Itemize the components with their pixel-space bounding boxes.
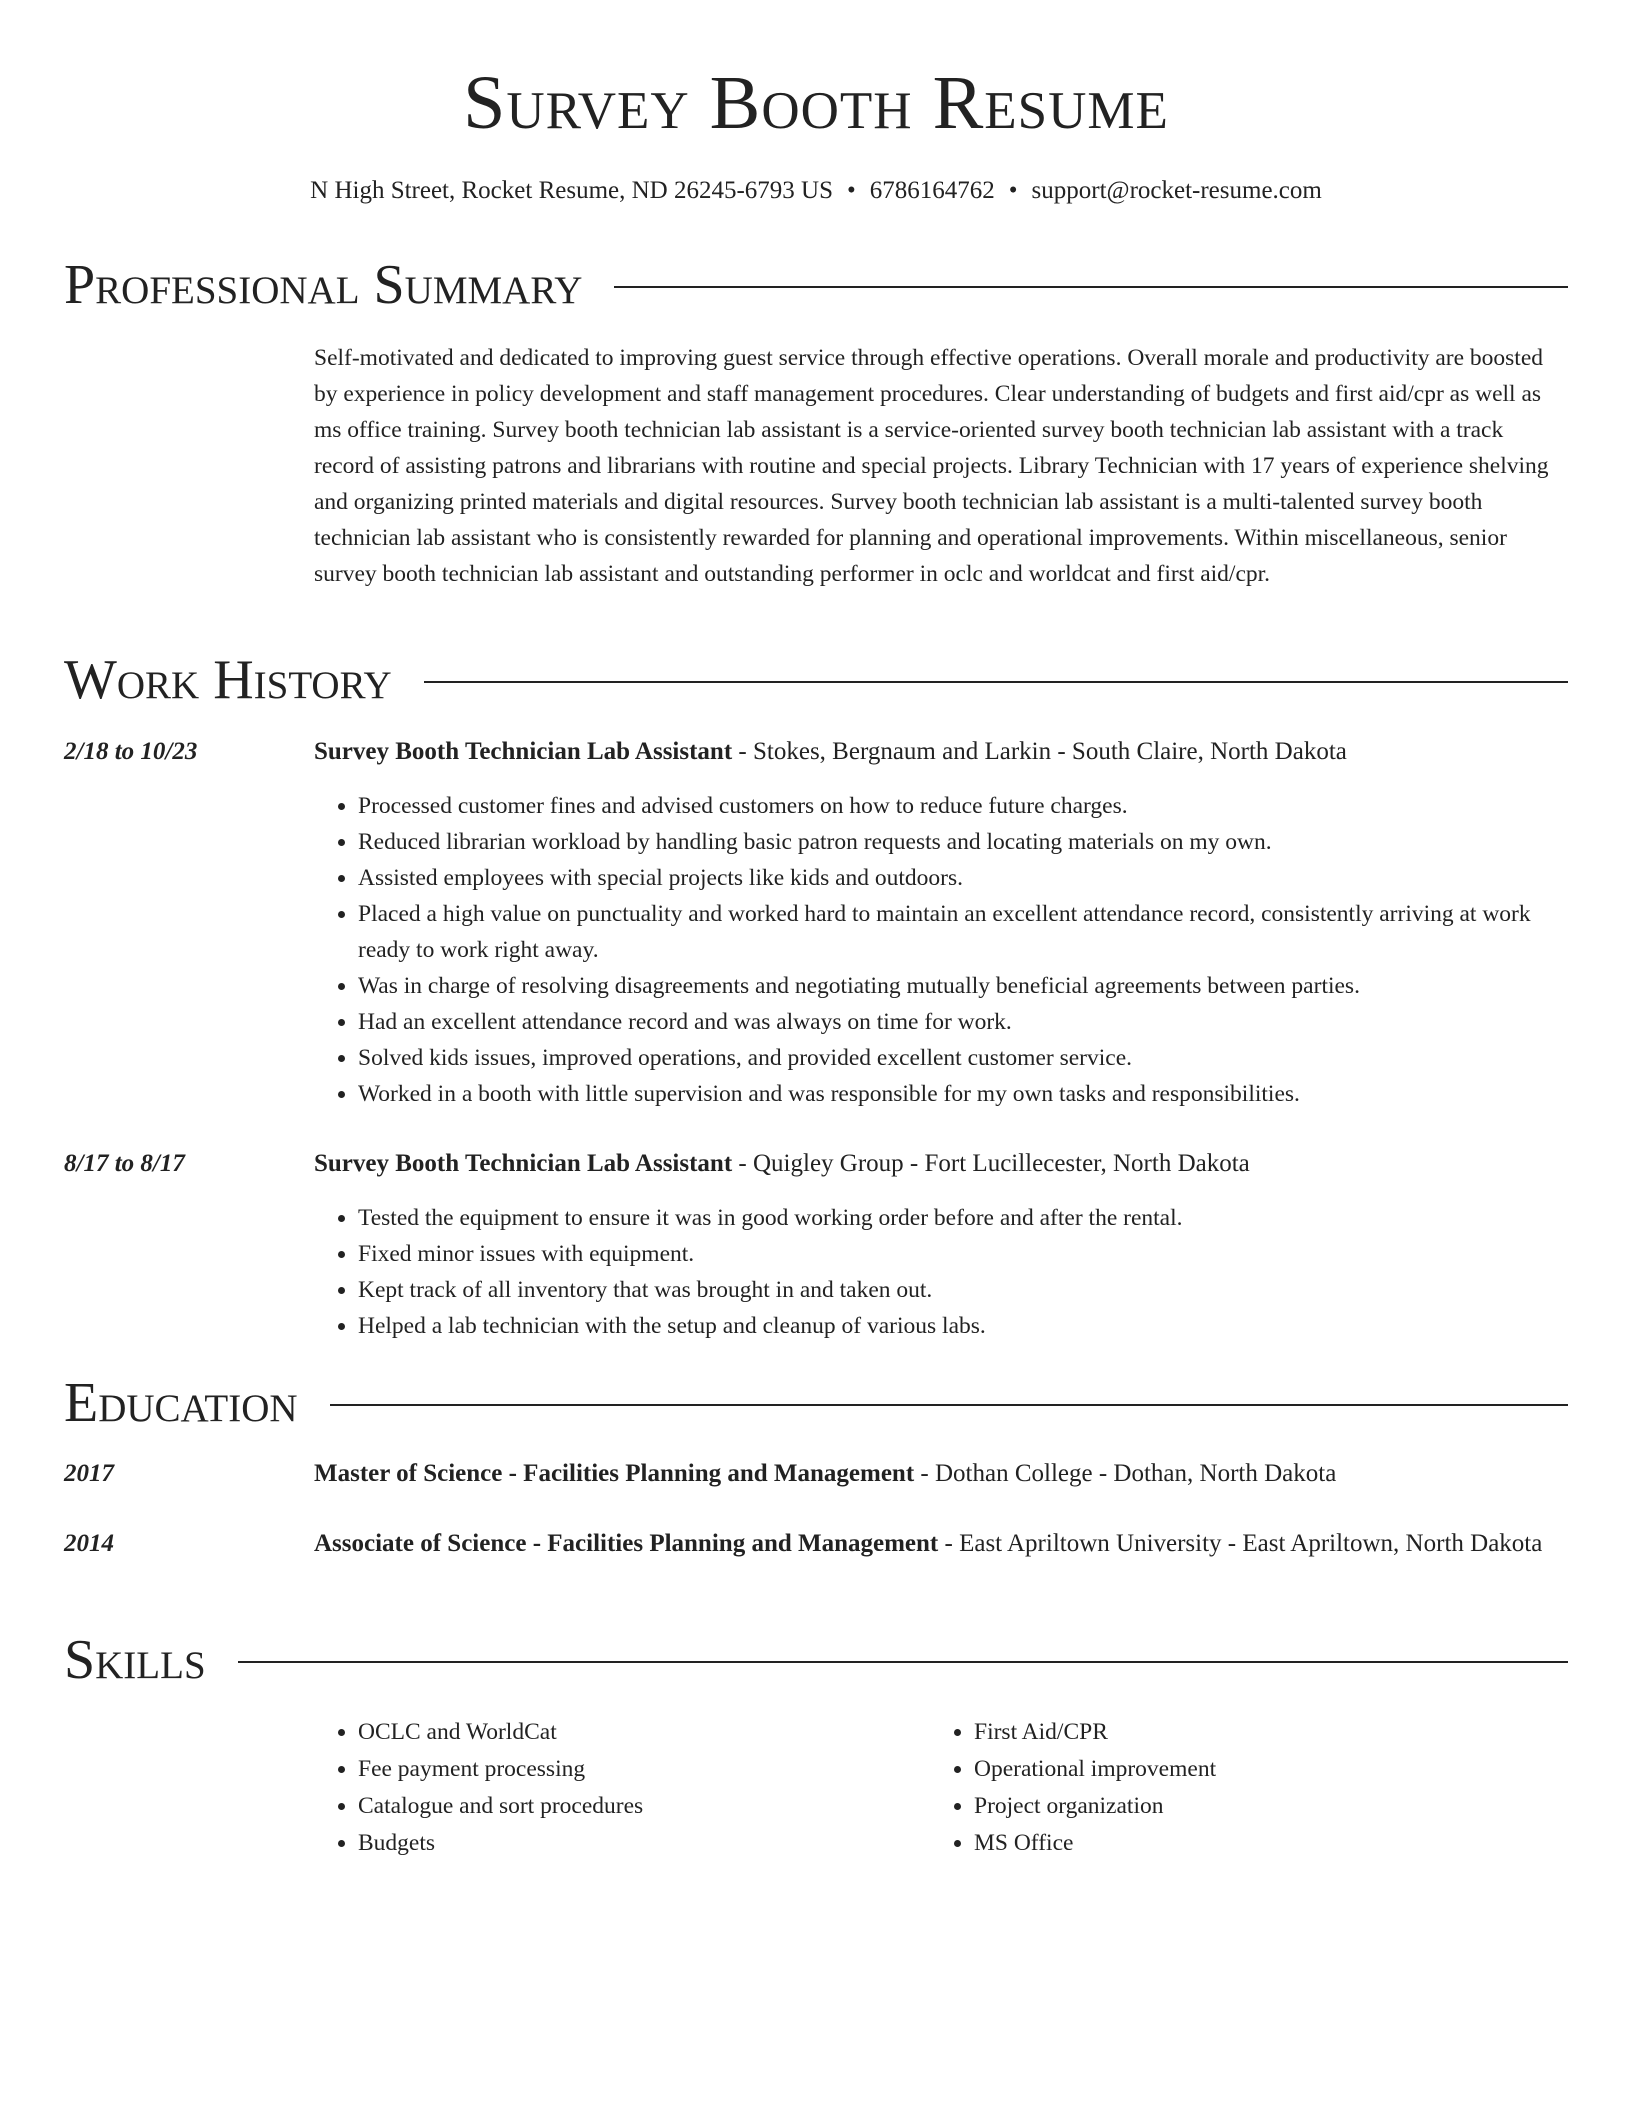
- list-item: • Assisted employees with special projects like kids and outdoors.: [358, 860, 1568, 896]
- list-item: • Fixed minor issues with equipment.: [358, 1236, 1568, 1272]
- section-divider: [424, 681, 1568, 683]
- list-item: • Reduced librarian workload by handling basic patron requests and locating materials on my own.: [358, 824, 1568, 860]
- summary-section-title: Professional Summary: [64, 254, 583, 316]
- work-section-title: Work History: [64, 649, 392, 711]
- education-details: - East Apriltown University - East Apriltown, North Dakota: [938, 1530, 1543, 1557]
- list-item: • Helped a lab technician with the setup and cleanup of various labs.: [358, 1308, 1568, 1344]
- education-heading: [314, 1454, 1568, 1494]
- job-role: Survey Booth Technician Lab Assistant: [314, 1150, 733, 1177]
- education-section-title: Education: [64, 1372, 298, 1434]
- list-item: • Had an excellent attendance record and was always on time for work.: [358, 1004, 1568, 1040]
- job-bullets: [314, 1200, 1568, 1344]
- contact-phone: 6786164762: [869, 177, 995, 204]
- skill-item: • Project organization: [974, 1788, 1530, 1825]
- section-divider: [614, 286, 1568, 288]
- job-details: - Stokes, Bergnaum and Larkin - South Claire, North Dakota: [732, 738, 1347, 765]
- list-item: • Processed customer fines and advised customers on how to reduce future charges.: [358, 788, 1568, 824]
- section-divider: [238, 1661, 1568, 1663]
- skill-item: • Budgets: [358, 1825, 914, 1862]
- job-dates: 2/18 to 10/23: [64, 738, 198, 765]
- section-divider: [330, 1404, 1568, 1406]
- contact-separator: •: [1008, 177, 1018, 204]
- education-details: - Dothan College - Dothan, North Dakota: [914, 1460, 1337, 1487]
- resume-title: Survey Booth Resume: [463, 61, 1169, 145]
- skill-item: • Fee payment processing: [358, 1751, 914, 1788]
- job-heading: [314, 732, 1568, 772]
- job-role: Survey Booth Technician Lab Assistant: [314, 738, 733, 765]
- skill-item: • First Aid/CPR: [974, 1714, 1530, 1751]
- education-degree: Associate of Science - Facilities Planning and Management: [314, 1530, 939, 1557]
- education-degree: Master of Science - Facilities Planning and Management: [314, 1460, 915, 1487]
- job-heading: [314, 1144, 1568, 1184]
- list-item: • Tested the equipment to ensure it was in good working order before and after the rental.: [358, 1200, 1568, 1236]
- contact-address: N High Street, Rocket Resume, ND 26245-6793 US: [310, 177, 834, 204]
- list-item: • Kept track of all inventory that was brought in and taken out.: [358, 1272, 1568, 1308]
- education-year: 2017: [64, 1460, 114, 1487]
- list-item: • Solved kids issues, improved operations, and provided excellent customer service.: [358, 1040, 1568, 1076]
- skill-item: • Operational improvement: [974, 1751, 1530, 1788]
- skill-item: • OCLC and WorldCat: [358, 1714, 914, 1751]
- job-bullets: [314, 788, 1568, 1112]
- education-year: 2014: [64, 1530, 114, 1557]
- list-item: • Placed a high value on punctuality and worked hard to maintain an excellent attendance record, consistently arriving at work ready to work right away.: [358, 896, 1568, 968]
- contact-separator: •: [847, 177, 856, 204]
- education-heading: [314, 1524, 1568, 1564]
- contact-line: [0, 174, 1632, 208]
- contact-email: support@rocket-resume.com: [1031, 177, 1322, 204]
- education-section-header: [64, 1370, 1568, 1436]
- list-item: • Was in charge of resolving disagreements and negotiating mutually beneficial agreements between parties.: [358, 968, 1568, 1004]
- skills-section-header: [64, 1627, 1568, 1693]
- summary-text: Self-motivated and dedicated to improving guest service through effective operations. Overall morale and productivity are boosted by experience in policy development and staff management procedures. Clear understanding of budgets and first aid/cpr as well as ms office training. Survey booth technician lab assistant is a service-oriented survey booth technician lab assistant with a track record of assisting patrons and librarians with routine and special projects. Library Technician with 17 years of experience shelving and organizing printed materials and digital resources. Survey booth technician lab assistant is a multi-talented survey booth technician lab assistant who is consistently rewarded for planning and operational improvements. Within miscellaneous, senior survey booth technician lab assistant and outstanding performer in oclc and worldcat and first aid/cpr.: [314, 345, 1549, 587]
- job-dates: 8/17 to 8/17: [64, 1150, 185, 1177]
- skills-section-title: Skills: [64, 1629, 206, 1691]
- summary-section-header: [64, 252, 1568, 318]
- job-details: - Quigley Group - Fort Lucillecester, North Dakota: [732, 1150, 1250, 1177]
- work-section-header: [64, 647, 1568, 713]
- skill-item: • Catalogue and sort procedures: [358, 1788, 914, 1825]
- skill-item: • MS Office: [974, 1825, 1530, 1862]
- skills-list-right: [930, 1714, 1530, 1862]
- skills-list-left: [314, 1714, 914, 1862]
- list-item: • Worked in a booth with little supervision and was responsible for my own tasks and responsibilities.: [358, 1076, 1568, 1112]
